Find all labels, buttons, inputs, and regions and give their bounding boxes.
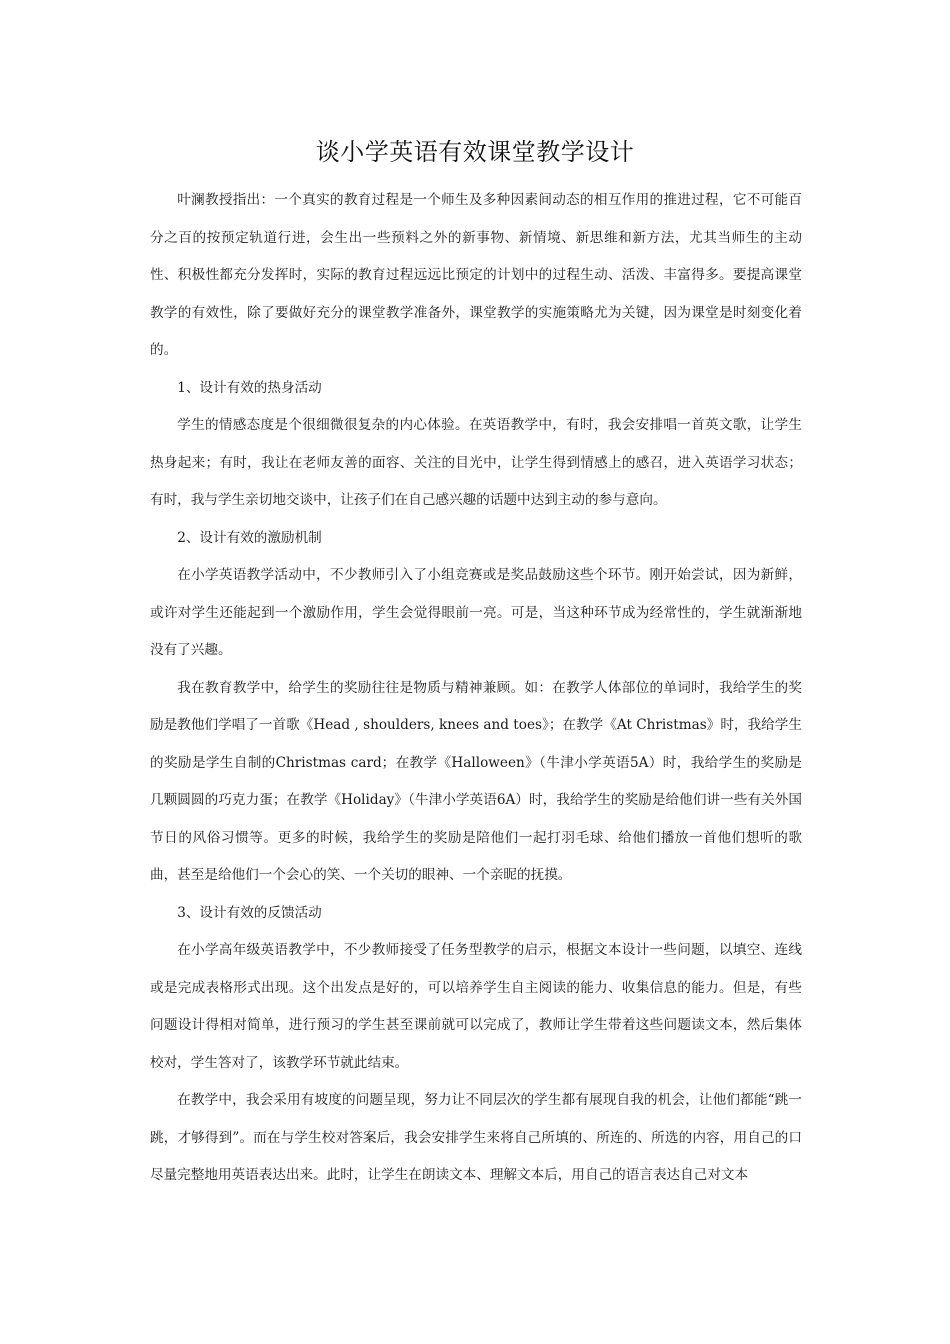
section-heading-3: 3、设计有效的反馈活动 — [177, 904, 322, 921]
paragraph-rewards: 我在教育教学中，给学生的奖励往往是物质与精神兼顾。如：在教学人体部位的单词时，我给学生的奖励是教他们学唱了一首歌《Head , shoulders, knees and toes》；在教学《At Christmas》时，我给学生的奖励是学生自制的Christmas card；在教学《Halloween》（牛津小学英语5A）时，我给学生的奖励是几颗圆圆的巧克力蛋；在教学《Holiday》（牛津小学英语6A）时，我给学生的奖励是给他们讲一些有关外国节日的风俗习惯等。更多的时候，我给学生的奖励是陪他们一起打羽毛球、给他们播放一首他们想听的歌曲，甚至是给他们一个会心的笑、一个关切的眼神、一个亲昵的抚摸。 — [150, 679, 802, 883]
document-body — [150, 182, 802, 1195]
section-heading-1: 1、设计有效的热身活动 — [177, 379, 322, 396]
document-title: 谈小学英语有效课堂教学设计 — [315, 138, 635, 166]
paragraph-incentive: 在小学英语教学活动中，不少教师引入了小组竞赛或是奖品鼓励这些个环节。刚开始尝试，因为新鲜，或许对学生还能起到一个激励作用，学生会觉得眼前一亮。可是，当这种环节成为经常性的，学生就渐渐地没有了兴趣。 — [150, 567, 802, 658]
section-heading-2: 2、设计有效的激励机制 — [177, 529, 322, 546]
paragraph-warmup: 学生的情感态度是个很细微很复杂的内心体验。在英语教学中，有时，我会安排唱一首英文歌，让学生热身起来；有时，我让在老师友善的面容、关注的目光中，让学生得到情感上的感召，进入英语学习状态；有时，我与学生亲切地交谈中，让孩子们在自己感兴趣的话题中达到主动的参与意向。 — [150, 417, 802, 508]
paragraph-questions: 在教学中，我会采用有坡度的问题呈现，努力让不同层次的学生都有展现自我的机会，让他们都能“跳一跳，才够得到”。而在与学生校对答案后，我会安排学生来将自己所填的、所连的、所选的内容，用自己的口尽量完整地用英语表达出来。此时，让学生在朗读文本、理解文本后，用自己的语言表达自己对文本 — [150, 1092, 802, 1183]
paragraph-intro: 叶澜教授指出：一个真实的教育过程是一个师生及多种因素间动态的相互作用的推进过程，它不可能百分之百的按预定轨道行进，会生出一些预料之外的新事物、新情境、新思维和新方法，尤其当师生的主动性、积极性都充分发挥时，实际的教育过程远远比预定的计划中的过程生动、活泼、丰富得多。要提高课堂教学的有效性，除了要做好充分的课堂教学准备外，课堂教学的实施策略尤为关键，因为课堂是时刻变化着的。 — [150, 192, 802, 358]
paragraph-feedback: 在小学高年级英语教学中，不少教师接受了任务型教学的启示，根据文本设计一些问题，以填空、连线或是完成表格形式出现。这个出发点是好的，可以培养学生自主阅读的能力、收集信息的能力。但是，有些问题设计得相对简单，进行预习的学生甚至课前就可以完成了，教师让学生带着这些问题读文本，然后集体校对，学生答对了，该教学环节就此结束。 — [150, 942, 802, 1071]
